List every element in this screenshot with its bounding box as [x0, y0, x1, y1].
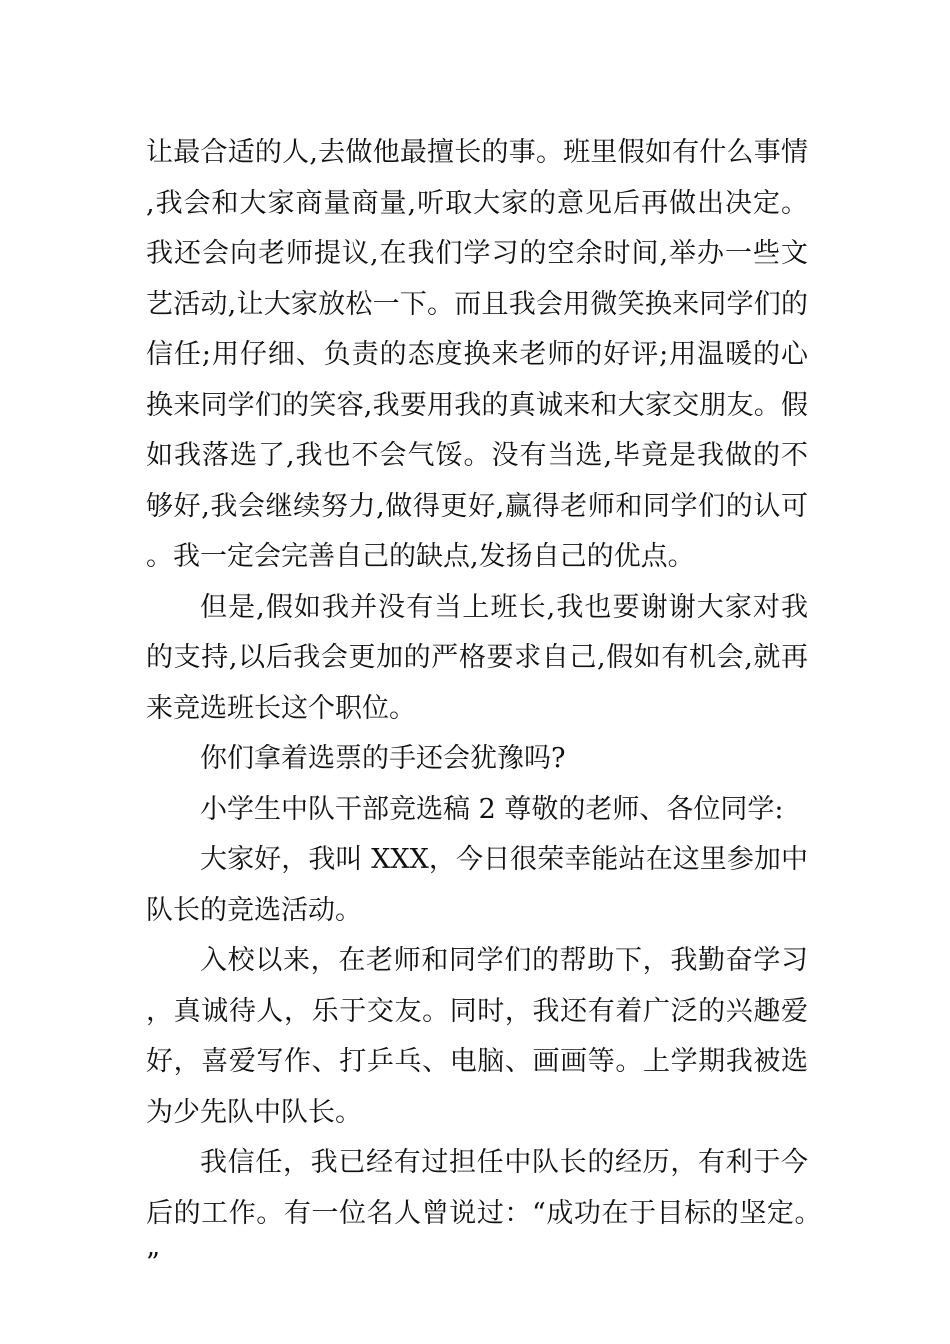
paragraph-6: 入校以来，在老师和同学们的帮助下，我勤奋学习，真诚待人，乐于交友。同时，我还有着广泛的兴趣爱好，喜爱写作、打乒乓、电脑、画画等。上学期我被选为少先队中队长。: [146, 945, 808, 1128]
paragraph-5: 大家好，我叫 XXX，今日很荣幸能站在这里参加中队长的竞选活动。: [146, 844, 808, 926]
paragraph-3: 你们拿着选票的手还会犹豫吗?: [200, 743, 566, 774]
paragraph-7: 我信任，我已经有过担任中队长的经历，有利于今后的工作。有一位名人曾说过：“成功在于目标的坚定。”: [146, 1147, 808, 1279]
document-page: [146, 128, 808, 1290]
paragraph-4: 小学生中队干部竞选稿 2 尊敬的老师、各位同学:: [200, 793, 784, 825]
paragraph-1: 让最合适的人,去做他最擅长的事。班里假如有什么事情,我会和大家商量商量,听取大家的意见后再做出决定。我还会向老师提议,在我们学习的空余时间,举办一些文艺活动,让大家放松一下。而且我会用微笑换来同学们的信任;用仔细、负责的态度换来老师的好评;用温暖的心换来同学们的笑容,我要用我的真诚来和大家交朋友。假如我落选了,我也不会气馁。没有当选,毕竟是我做的不够好,我会继续努力,做得更好,赢得老师和同学们的认可。我一定会完善自己的缺点,发扬自己的优点。: [146, 137, 808, 572]
paragraph-2: 但是,假如我并没有当上班长,我也要谢谢大家对我的支持,以后我会更加的严格要求自己,假如有机会,就再来竞选班长这个职位。: [146, 591, 808, 724]
